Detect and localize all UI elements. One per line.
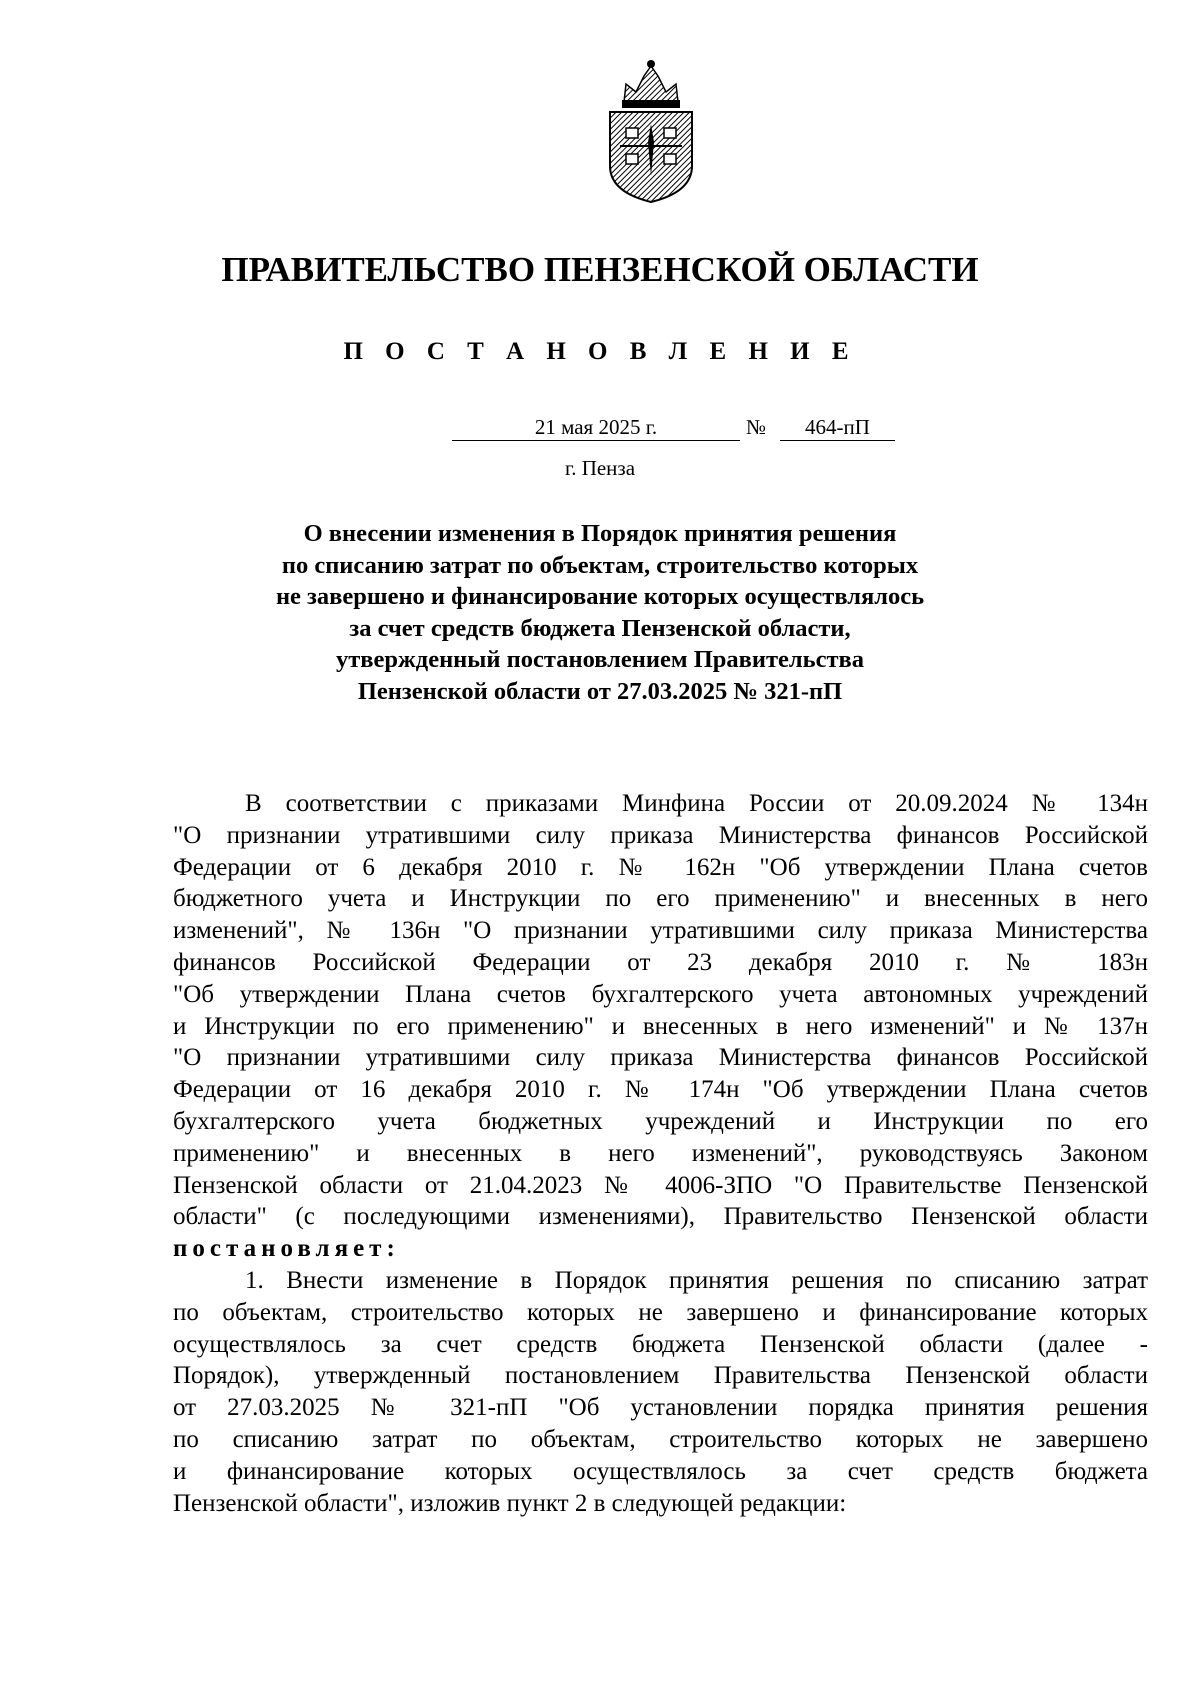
preamble-line: "О признании утратившими силу приказа Министерства финансов Российской xyxy=(173,1044,1148,1072)
subject-line: не завершено и финансирование которых осуществлялось xyxy=(275,583,925,610)
item1-line: Пензенской области", изложив пункт 2 в следующей редакции: xyxy=(173,1489,847,1517)
document-subject xyxy=(200,518,1000,707)
item1-line: и финансирование которых осуществлялось за счет средств бюджета xyxy=(173,1457,1148,1485)
item1-line: осуществлялось за счет средств бюджета Пензенской области (далее - xyxy=(173,1330,1148,1358)
preamble-line: применению" и внесенных в него изменений", руководствуясь Законом xyxy=(173,1139,1148,1167)
preamble-line: Федерации от 6 декабря 2010 г. № 162н "Об утверждении Плана счетов xyxy=(173,853,1148,881)
preamble-line: финансов Российской Федерации от 23 декабря 2010 г. № 183н xyxy=(173,948,1148,976)
item1-line: от 27.03.2025 № 321-пП "Об установлении порядка принятия решения xyxy=(173,1394,1148,1422)
item1-line: по списанию затрат по объектам, строительство которых не завершено xyxy=(173,1425,1148,1453)
subject-line: Пензенской области от 27.03.2025 № 321-пП xyxy=(357,677,843,705)
preamble-line: Федерации от 16 декабря 2010 г. № 174н "Об утверждении Плана счетов xyxy=(173,1076,1148,1104)
preamble-line: области" (с последующими изменениями), Правительство Пензенской области xyxy=(173,1203,1148,1231)
document-body xyxy=(173,788,1148,1519)
preamble-line: В соответствии с приказами Минфина России от 20.09.2024 № 134н xyxy=(245,790,1148,817)
subject-line: за счет средств бюджета Пензенской области, xyxy=(349,614,851,642)
number-sign: № xyxy=(746,415,767,439)
government-title: ПРАВИТЕЛЬСТВО ПЕНЗЕНСКОЙ ОБЛАСТИ xyxy=(221,250,979,289)
resolves-word: постановляет: xyxy=(173,1235,400,1263)
item1-line: по объектам, строительство которых не завершено и финансирование которых xyxy=(173,1298,1148,1326)
preamble-line: "О признании утратившими силу приказа Министерства финансов Российской xyxy=(173,821,1148,849)
document-type: П О С Т А Н О В Л Е Н И Е xyxy=(343,338,857,365)
preamble-line: Пензенской области от 21.04.2023 № 4006-ЗПО "О Правительстве Пензенской xyxy=(173,1171,1148,1199)
preamble-line: бухгалтерского учета бюджетных учреждений и Инструкции по его xyxy=(173,1107,1148,1135)
document-number: 464-пП xyxy=(780,414,895,441)
preamble-line: изменений", № 136н "О признании утратившими силу приказа Министерства xyxy=(173,917,1148,945)
item1-line: Порядок), утвержденный постановлением Правительства Пензенской области xyxy=(173,1362,1148,1390)
item1-line: 1. Внести изменение в Порядок принятия решения по списанию затрат xyxy=(245,1266,1148,1294)
coat-of-arms-emblem xyxy=(596,58,706,208)
preamble-line: и Инструкции по его применению" и внесенных в него изменений" и № 137н xyxy=(173,1012,1148,1040)
subject-line: утвержденный постановлением Правительства xyxy=(336,646,864,673)
city: г. Пенза xyxy=(564,456,636,480)
preamble-line: бюджетного учета и Инструкции по его применению" и внесенных в него xyxy=(173,885,1148,913)
resolves-line xyxy=(173,1233,1148,1265)
document-date: 21 мая 2025 г. xyxy=(452,414,740,441)
subject-line: О внесении изменения в Порядок принятия решения xyxy=(303,520,897,547)
subject-line: по списанию затрат по объектам, строительство которых xyxy=(281,551,919,579)
preamble-line: "Об утверждении Плана счетов бухгалтерского учета автономных учреждений xyxy=(173,980,1148,1008)
